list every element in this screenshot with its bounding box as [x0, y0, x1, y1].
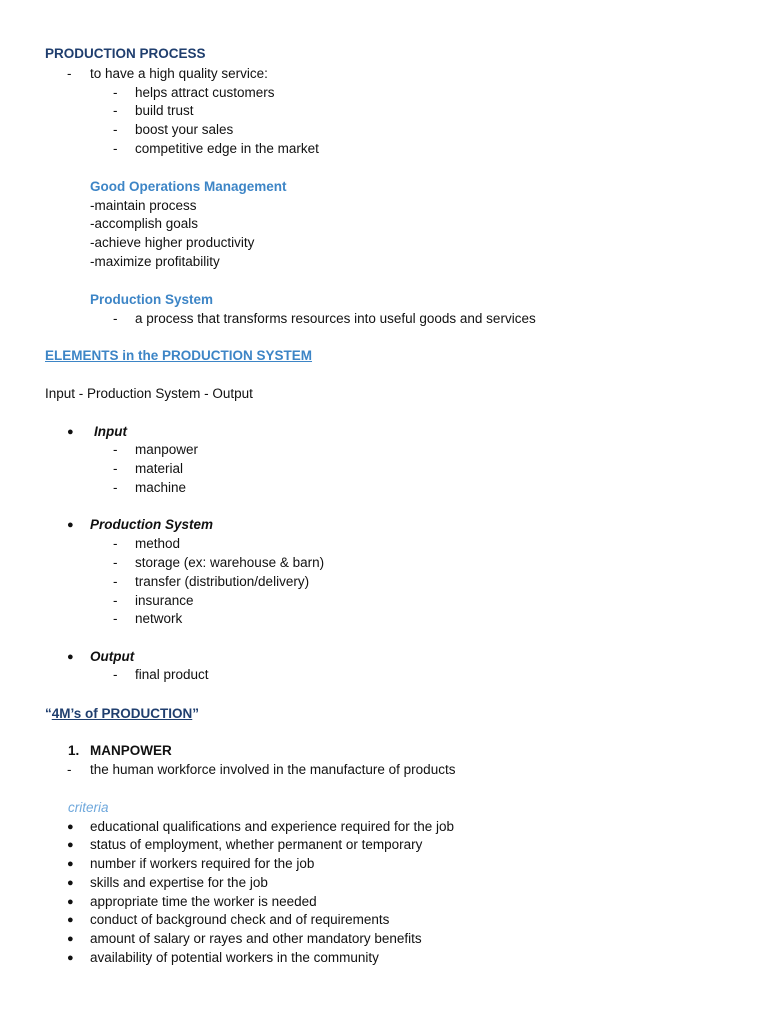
list-item: insurance: [135, 593, 194, 608]
bullet-marker: ●: [67, 896, 74, 908]
list-item: final product: [135, 667, 209, 682]
section-title-elements: ELEMENTS in the PRODUCTION SYSTEM: [45, 348, 313, 363]
list-item: manpower: [135, 442, 199, 457]
dash-marker: -: [113, 122, 118, 137]
bullet-marker: ●: [67, 651, 74, 663]
open-quote: “: [45, 706, 52, 721]
bullet-marker: ●: [67, 821, 74, 833]
bullet-marker: ●: [67, 839, 74, 851]
dash-marker: -: [113, 480, 118, 495]
list-item: -maximize profitability: [90, 254, 220, 269]
criteria-item: appropriate time the worker is needed: [90, 894, 317, 909]
dash-marker: -: [113, 442, 118, 457]
criteria-item: skills and expertise for the job: [90, 875, 268, 890]
bullet-marker: ●: [67, 858, 74, 870]
section-title-production-process: PRODUCTION PROCESS: [45, 46, 206, 61]
list-item: -accomplish goals: [90, 216, 199, 231]
criteria-item: amount of salary or rayes and other mandatory benefits: [90, 931, 422, 946]
item-number: 1.: [68, 743, 80, 758]
criteria-item: number if workers required for the job: [90, 856, 315, 871]
dash-marker: -: [113, 611, 118, 626]
heading-manpower: MANPOWER: [90, 743, 172, 758]
bullet-marker: ●: [67, 519, 74, 531]
dash-marker: -: [113, 555, 118, 570]
dash-marker: -: [113, 141, 118, 156]
list-item: machine: [135, 480, 187, 495]
element-label-output: Output: [90, 649, 135, 664]
list-item: a process that transforms resources into useful goods and services: [135, 311, 536, 326]
element-label-input: Input: [94, 424, 127, 439]
dash-marker: -: [67, 762, 72, 777]
bullet-marker: ●: [67, 426, 74, 438]
dash-marker: -: [67, 66, 72, 81]
bullet-marker: ●: [67, 952, 74, 964]
close-quote: ”: [192, 706, 200, 721]
criteria-item: educational qualifications and experience required for the job: [90, 819, 454, 834]
dash-marker: -: [113, 85, 118, 100]
list-item: -achieve higher productivity: [90, 235, 255, 250]
intro-text: to have a high quality service:: [90, 66, 268, 81]
dash-marker: -: [113, 593, 118, 608]
criteria-item: availability of potential workers in the community: [90, 950, 379, 965]
list-item: material: [135, 461, 184, 476]
section-title-4ms: [45, 705, 199, 723]
list-item: boost your sales: [135, 122, 234, 137]
criteria-item: status of employment, whether permanent or temporary: [90, 837, 423, 852]
subheading-good-operations: Good Operations Management: [90, 179, 287, 194]
list-item: method: [135, 536, 181, 551]
list-item: competitive edge in the market: [135, 141, 319, 156]
criteria-label: criteria: [68, 800, 109, 815]
bullet-marker: ●: [67, 914, 74, 926]
dash-marker: -: [113, 667, 118, 682]
list-item: transfer (distribution/delivery): [135, 574, 310, 589]
dash-marker: -: [113, 574, 118, 589]
dash-marker: -: [113, 536, 118, 551]
list-item: build trust: [135, 103, 194, 118]
dash-marker: -: [113, 103, 118, 118]
subheading-production-system: Production System: [90, 292, 214, 307]
list-item: helps attract customers: [135, 85, 275, 100]
manpower-description: the human workforce involved in the manufacture of products: [90, 762, 456, 777]
bullet-marker: ●: [67, 933, 74, 945]
flow-text: Input - Production System - Output: [45, 386, 253, 401]
dash-marker: -: [113, 311, 118, 326]
bullet-marker: ●: [67, 877, 74, 889]
dash-marker: -: [113, 461, 118, 476]
criteria-item: conduct of background check and of requirements: [90, 912, 390, 927]
element-label-production-system: Production System: [90, 517, 214, 532]
section-title-4ms-text: 4M’s of PRODUCTION: [51, 706, 193, 721]
list-item: -maintain process: [90, 198, 197, 213]
list-item: network: [135, 611, 183, 626]
list-item: storage (ex: warehouse & barn): [135, 555, 325, 570]
